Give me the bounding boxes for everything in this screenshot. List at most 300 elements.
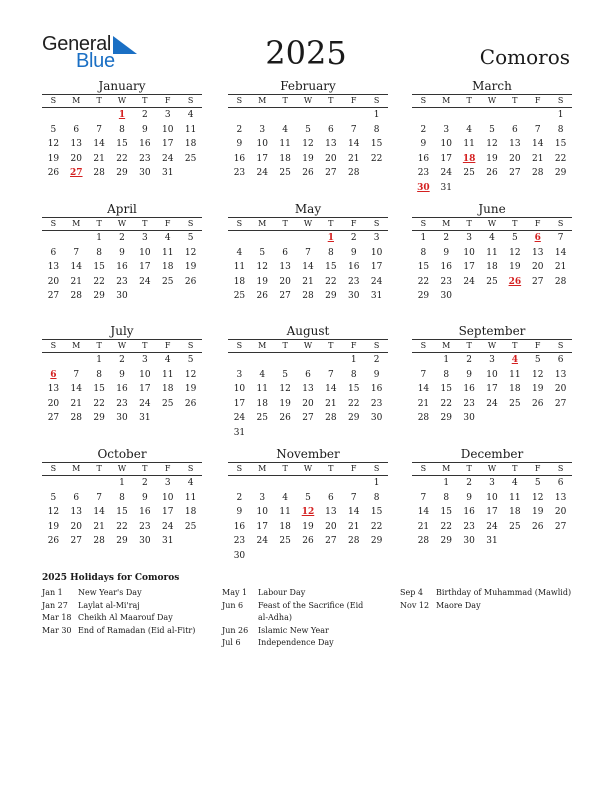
month-title: September [458,324,526,338]
weekday-label: F [534,464,541,473]
month-title: August [286,324,330,338]
month-september [412,324,572,426]
day: 15 [116,507,128,518]
day: 26 [302,536,314,547]
day: 8 [557,124,564,135]
weekday-label: T [96,464,102,473]
day: 16 [370,384,383,395]
day: 15 [370,507,383,518]
day: 13 [302,384,314,395]
day: 18 [161,262,174,273]
day: 9 [466,369,472,380]
day: 4 [187,110,194,120]
holiday-column [42,587,214,637]
day: 20 [70,521,82,532]
day: 1 [373,110,380,120]
weekday-label: F [350,341,357,350]
month-title: July [110,324,134,338]
day: 3 [259,492,266,503]
weekday-label: T [466,341,472,350]
day: 6 [305,369,311,380]
month-january [42,79,202,181]
holiday-item [400,587,572,600]
day: 5 [282,369,288,380]
day: 4 [236,247,243,258]
holiday-date: Jun 26 [222,625,249,635]
day: 8 [327,247,334,258]
weekday-label: T [282,341,288,350]
weekday-label: S [187,341,194,350]
weekday-label: T [466,464,472,473]
day: 10 [440,139,452,150]
day: 18 [184,507,197,518]
day: 2 [236,492,243,503]
day: 2 [420,124,427,135]
day: 5 [187,233,194,243]
day: 31 [486,536,498,547]
day: 22 [93,276,105,287]
day: 23 [347,276,360,287]
day: 27 [554,521,567,532]
day: 2 [141,110,148,120]
weekday-label: T [512,219,518,228]
day: 16 [116,384,128,395]
day: 21 [417,521,430,532]
day: 9 [119,247,125,258]
day: 14 [554,247,567,258]
day: 6 [50,247,57,258]
day: 7 [350,124,357,135]
day: 20 [325,153,337,164]
day: 18 [486,262,498,273]
day: 3 [236,369,243,380]
empty-day [251,231,274,246]
day: 25 [161,398,174,409]
weekday-label: S [236,96,243,105]
day: 25 [509,521,521,532]
day: 18 [279,153,291,164]
day: 30 [347,291,360,302]
day: 13 [279,262,291,273]
calendar-year: 2025 [265,34,347,72]
weekday-label: M [72,341,81,350]
day: 11 [509,492,521,503]
day: 8 [96,247,102,258]
day: 5 [187,355,194,365]
day: 17 [233,398,246,409]
day: 25 [184,153,197,164]
day: 5 [511,233,518,243]
day: 23 [233,536,246,547]
day: 20 [70,153,82,164]
day: 14 [70,384,82,395]
day: 29 [417,291,430,302]
day: 30 [116,291,128,302]
day: 24 [256,168,268,179]
day: 6 [73,124,80,135]
weekday-label: W [303,96,313,105]
day: 1 [350,355,357,365]
holidays-title: 2025 Holidays for Comoros [42,573,180,583]
day-grid [228,108,388,181]
day: 10 [486,492,498,503]
empty-day [342,108,365,123]
day: 24 [139,398,151,409]
day: 1 [373,478,380,488]
day: 22 [370,521,383,532]
day: 7 [350,492,357,503]
day: 17 [486,507,498,518]
day: 30 [233,550,246,561]
day: 16 [440,262,452,273]
day: 1 [557,110,564,120]
weekday-header [412,217,572,231]
day: 24 [139,276,151,287]
weekday-label: W [303,341,313,350]
day: 11 [486,247,498,258]
holiday-column [400,587,572,612]
day: 17 [486,384,498,395]
weekday-label: T [142,96,148,105]
day: 22 [554,153,567,164]
weekday-label: F [534,219,541,228]
day: 3 [443,124,450,135]
day: 17 [256,153,268,164]
day: 6 [73,492,80,503]
weekday-label: T [142,219,148,228]
empty-day [319,108,342,123]
weekday-label: T [328,219,334,228]
day: 28 [417,413,430,424]
day: 16 [139,139,151,150]
day: 24 [256,536,268,547]
day: 21 [417,398,430,409]
empty-day [503,108,526,123]
holiday-column [222,587,372,650]
holiday-day: 26 [508,276,522,287]
day: 4 [489,233,495,243]
weekday-label: W [303,464,313,473]
holiday-name: Cheikh Al Maarouf Day [78,613,173,622]
day: 8 [443,492,450,503]
day: 27 [325,168,337,179]
empty-day [251,476,274,491]
weekday-label: W [487,219,497,228]
weekday-label: F [350,96,357,105]
day: 2 [236,124,243,135]
day: 25 [509,398,521,409]
weekday-header [412,462,572,476]
weekday-label: S [557,341,564,350]
day: 5 [489,124,495,135]
day: 22 [325,276,337,287]
day: 29 [93,413,105,424]
holiday-date: Mar 30 [42,625,72,635]
weekday-label: S [187,464,194,473]
day: 4 [164,355,171,365]
weekday-label: F [164,341,171,350]
day: 18 [256,398,268,409]
day: 18 [233,276,246,287]
weekday-label: W [487,96,497,105]
day: 24 [161,521,174,532]
day: 5 [50,124,57,135]
logo-text-general: General [42,33,112,55]
weekday-label: W [303,219,313,228]
weekday-label: W [117,341,127,350]
day: 9 [141,124,148,135]
day: 17 [463,262,475,273]
weekday-label: F [164,219,171,228]
empty-day [412,108,435,123]
day: 9 [420,139,427,150]
empty-day [297,231,320,246]
day: 20 [531,262,544,273]
day: 16 [233,153,246,164]
empty-day [412,476,435,491]
day: 28 [70,413,82,424]
day: 16 [116,262,128,273]
day: 9 [373,369,380,380]
holiday-date: Jul 6 [222,638,241,647]
weekday-label: T [328,341,334,350]
day: 15 [440,384,452,395]
day: 31 [370,291,383,302]
holiday-name: Maore Day [436,600,481,610]
holiday-item [222,625,372,638]
day: 8 [443,369,450,380]
day: 26 [47,168,60,179]
day: 6 [282,247,288,258]
day: 10 [233,384,246,395]
weekday-label: F [350,464,357,473]
month-june [412,202,572,304]
weekday-label: F [350,219,357,228]
day: 29 [554,168,567,179]
day: 17 [161,507,174,518]
empty-day [435,108,458,123]
day: 23 [139,521,151,532]
day: 28 [302,291,314,302]
weekday-label: S [420,341,427,350]
weekday-label: T [142,341,148,350]
weekday-header [42,94,202,108]
weekday-label: S [50,341,57,350]
day-grid [42,353,202,426]
day: 11 [161,369,174,380]
day: 18 [184,139,197,150]
day: 5 [305,124,311,135]
day: 30 [440,291,452,302]
day: 8 [119,124,125,135]
empty-day [274,476,297,491]
day: 26 [531,521,544,532]
day: 23 [417,168,430,179]
weekday-header [228,217,388,231]
day: 21 [302,276,314,287]
day: 1 [96,355,102,365]
day: 9 [466,492,472,503]
holiday-day: 6 [534,233,541,243]
weekday-label: S [373,464,380,473]
weekday-label: T [512,464,518,473]
empty-day [251,353,274,368]
day: 30 [463,413,475,424]
holiday-item [42,587,214,600]
weekday-label: S [373,96,380,105]
day: 19 [47,521,60,532]
empty-day [65,108,88,123]
holiday-day: 4 [511,355,518,365]
day: 10 [161,492,174,503]
day: 29 [116,168,128,179]
day: 15 [347,384,360,395]
weekday-label: M [258,219,267,228]
day: 6 [327,124,334,135]
day: 3 [259,124,266,135]
day: 20 [302,398,314,409]
day-grid [412,231,572,304]
day: 28 [70,291,82,302]
day: 13 [325,507,337,518]
day: 19 [184,262,197,273]
day: 12 [302,139,314,150]
day: 2 [373,355,380,365]
weekday-label: M [72,96,81,105]
day: 14 [531,139,544,150]
day-grid [42,108,202,181]
day-grid [228,476,388,564]
day: 19 [184,384,197,395]
empty-day [458,108,481,123]
day: 14 [347,507,360,518]
day: 3 [164,110,171,120]
day: 4 [164,233,171,243]
day: 24 [440,168,452,179]
empty-day [274,108,297,123]
day: 29 [347,413,360,424]
day: 22 [440,398,452,409]
day: 23 [139,153,151,164]
day: 7 [420,492,427,503]
day: 3 [164,478,171,488]
day: 31 [161,536,174,547]
month-may [228,202,388,304]
day: 10 [161,124,174,135]
holiday-name: Islamic New Year [258,625,329,635]
day: 2 [443,233,450,243]
day: 8 [96,369,102,380]
day: 11 [463,139,475,150]
month-title: February [280,79,336,93]
day: 4 [259,369,266,380]
weekday-header [228,462,388,476]
day: 27 [509,168,521,179]
day: 9 [236,507,243,518]
month-august [228,324,388,441]
holiday-date: Jan 27 [42,600,68,610]
day: 22 [116,521,128,532]
holiday-day: 18 [462,153,476,164]
day: 26 [486,168,498,179]
day: 11 [256,384,268,395]
holiday-date: Mar 18 [42,613,72,622]
day: 16 [463,507,475,518]
weekday-label: F [534,96,541,105]
day: 3 [466,233,472,243]
weekday-header [228,94,388,108]
day: 22 [440,521,452,532]
day: 22 [347,398,360,409]
holiday-day: 27 [70,168,83,179]
holiday-day: 6 [50,369,57,380]
holiday-date: May 1 [222,588,248,597]
weekday-label: S [236,464,243,473]
day: 12 [256,262,268,273]
day: 23 [116,398,128,409]
weekday-label: M [442,96,451,105]
holiday-name: New Year's Day [78,588,142,597]
day: 21 [347,153,360,164]
day: 19 [256,276,268,287]
day: 27 [47,291,60,302]
day: 10 [256,507,268,518]
empty-day [228,353,251,368]
day: 24 [486,521,498,532]
day: 3 [489,355,495,365]
weekday-label: T [512,341,518,350]
holiday-name: Birthday of Muhammad (Mawlid) [436,588,572,597]
day: 11 [184,492,197,503]
weekday-label: T [282,219,288,228]
day: 25 [184,521,197,532]
day: 16 [417,153,430,164]
day: 20 [47,398,60,409]
day: 3 [141,233,148,243]
day: 14 [93,507,105,518]
day: 17 [139,262,151,273]
day: 29 [116,536,128,547]
month-title: March [472,79,512,93]
day: 27 [554,398,567,409]
empty-day [297,353,320,368]
day: 2 [119,355,125,365]
weekday-header [42,217,202,231]
weekday-label: S [373,341,380,350]
day: 29 [370,536,383,547]
weekday-label: T [96,341,102,350]
day: 24 [486,398,498,409]
weekday-label: T [466,219,472,228]
day: 20 [279,276,291,287]
day: 6 [511,124,518,135]
empty-day [42,353,65,368]
day: 7 [305,247,311,258]
day: 15 [554,139,567,150]
weekday-label: W [117,219,127,228]
day: 7 [96,124,102,135]
day: 4 [511,478,518,488]
day: 27 [302,413,314,424]
day: 18 [161,384,174,395]
day: 9 [350,247,357,258]
day: 31 [139,413,151,424]
weekday-label: T [328,464,334,473]
day: 12 [531,369,544,380]
day: 6 [557,478,564,488]
day: 20 [554,507,567,518]
day: 7 [96,492,102,503]
